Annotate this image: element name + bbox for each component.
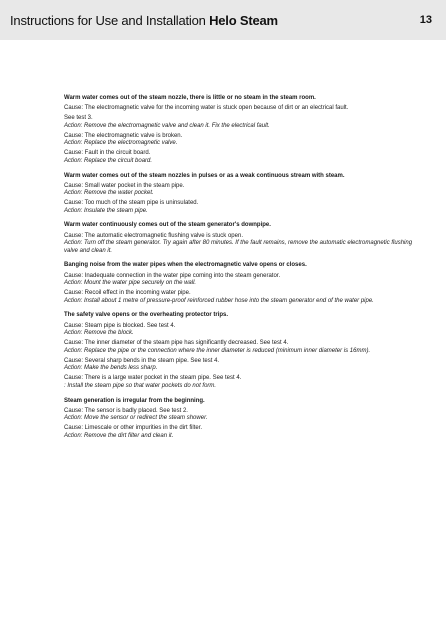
section-heading: Steam generation is irregular from the beginning. <box>64 397 205 404</box>
test-reference <box>64 115 414 130</box>
cause-entry <box>64 375 414 390</box>
cause-text: Cause: The inner diameter of the steam pipe has significantly decreased. See test 4. <box>64 340 289 347</box>
cause-entry <box>64 200 414 215</box>
action-text: : Install the steam pipe so that water pockets do not form. <box>64 382 217 389</box>
action-text: Action: Replace the circuit board. <box>64 157 153 164</box>
action-text: Action: Remove the dirt filter and clean it. <box>64 432 174 439</box>
action-text: Action: Mount the water pipe securely on the wall. <box>64 280 197 287</box>
product-name: Helo Steam <box>209 13 278 28</box>
cause-entry <box>64 340 414 355</box>
action-text: Action: Replace the electromagnetic valve. <box>64 140 178 147</box>
section-heading: Warm water continuously comes out of the steam generator's downpipe. <box>64 222 271 229</box>
action-text: Action: Turn off the steam generator. Try again after 80 minutes. If the fault remains, remove the automatic electromagnetic flushing valve and clean it. <box>64 240 413 254</box>
test-reference-text: See test 3. <box>64 115 93 122</box>
cause-text: Cause: Too much of the steam pipe is uninsulated. <box>64 200 199 207</box>
cause-entry <box>64 408 414 423</box>
cause-text: Cause: The sensor is badly placed. See test 2. <box>64 407 188 414</box>
troubleshooting-section <box>64 95 414 166</box>
troubleshooting-section <box>64 262 414 305</box>
action-text: Action: Install about 1 metre of pressure-proof reinforced rubber hose into the steam generator end of the water pipe. <box>64 297 374 304</box>
cause-entry <box>64 358 414 373</box>
section-heading: The safety valve opens or the overheating protector trips. <box>64 312 229 319</box>
cause-text: Cause: The electromagnetic valve for the incoming water is stuck open because of dirt or an electrical fault. <box>64 105 349 112</box>
cause-text: Cause: The electromagnetic valve is broken. <box>64 132 183 139</box>
action-text: Action: Remove the electromagnetic valve and clean it. Fix the electrical fault. <box>64 122 270 129</box>
cause-entry <box>64 273 414 288</box>
cause-entry <box>64 133 414 148</box>
document-title: Instructions for Use and Installation Helo Steam <box>10 13 278 28</box>
action-text: Action: Make the bends less sharp. <box>64 365 158 372</box>
cause-text: Cause: Recoil effect in the incoming water pipe. <box>64 290 191 297</box>
cause-entry <box>64 183 414 198</box>
cause-text: Cause: Small water pocket in the steam pipe. <box>64 182 185 189</box>
section-heading: Banging noise from the water pipes when the electromagnetic valve opens or closes. <box>64 262 307 269</box>
section-heading: Warm water comes out of the steam nozzle, there is little or no steam in the steam room. <box>64 95 316 101</box>
cause-text: Cause: Several sharp bends in the steam pipe. See test 4. <box>64 357 220 364</box>
cause-entry <box>64 425 414 440</box>
action-text: Action: Remove the block. <box>64 330 134 337</box>
troubleshooting-section <box>64 398 414 441</box>
page-number: 13 <box>419 14 432 26</box>
cause-text: Cause: Steam pipe is blocked. See test 4. <box>64 322 176 329</box>
cause-text: Cause: The automatic electromagnetic flushing valve is stuck open. <box>64 232 243 239</box>
cause-text: Cause: There is a large water pocket in the steam pipe. See test 4. <box>64 375 242 382</box>
cause-entry <box>64 150 414 165</box>
cause-entry <box>64 233 414 256</box>
page-header <box>0 0 446 40</box>
cause-text: Cause: Limescale or other impurities in the dirt filter. <box>64 425 203 432</box>
cause-entry <box>64 290 414 305</box>
cause-entry <box>64 323 414 338</box>
cause-text: Cause: Fault in the circuit board. <box>64 150 151 157</box>
cause-entry <box>64 105 414 113</box>
section-heading: Warm water comes out of the steam nozzles in pulses or as a weak continuous stream with steam. <box>64 172 345 179</box>
troubleshooting-section <box>64 222 414 255</box>
action-text: Action: Insulate the steam pipe. <box>64 207 148 214</box>
troubleshooting-content <box>64 95 414 447</box>
cause-text: Cause: Inadequate connection in the water pipe coming into the steam generator. <box>64 272 281 279</box>
action-text: Action: Remove the water pocket. <box>64 190 154 197</box>
action-text: Action: Replace the pipe or the connection where the inner diameter is reduced (minimum inner diameter is 16mm). <box>64 347 371 354</box>
troubleshooting-section <box>64 173 414 216</box>
troubleshooting-section <box>64 312 414 390</box>
action-text: Action: Move the sensor or redirect the steam shower. <box>64 415 208 422</box>
